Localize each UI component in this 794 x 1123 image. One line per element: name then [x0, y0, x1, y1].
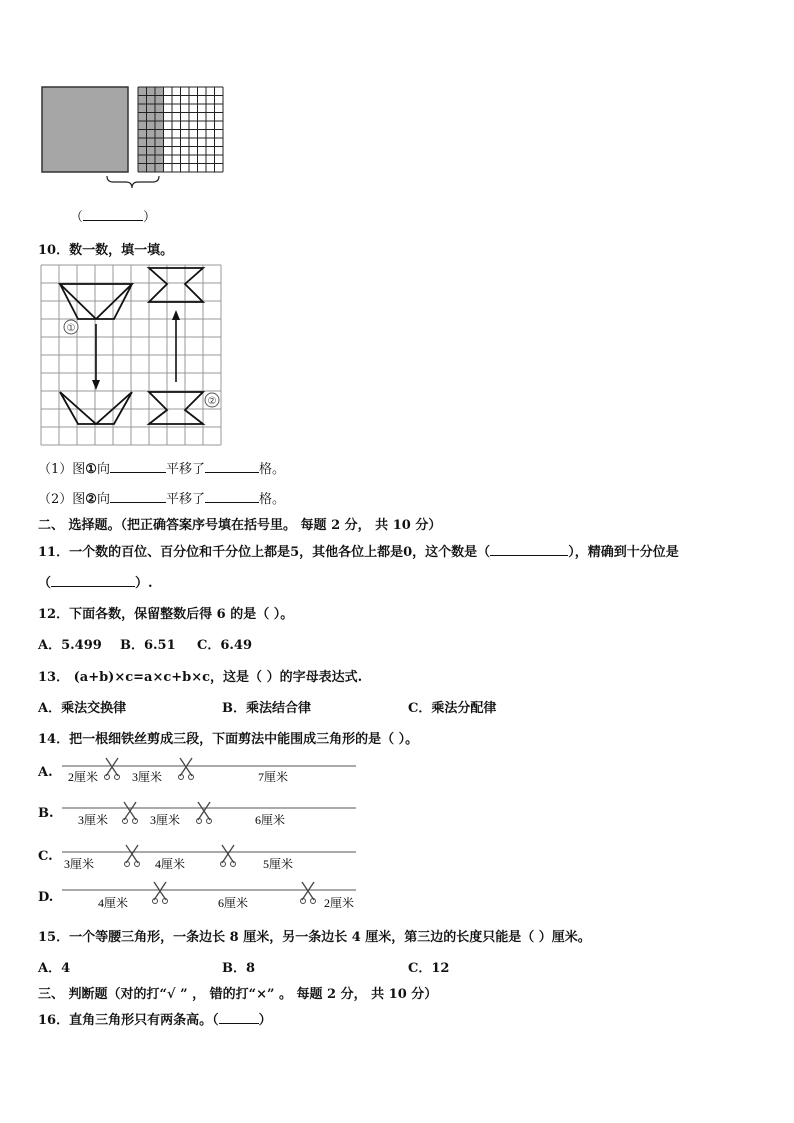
scissors-icon	[153, 882, 168, 904]
scissors-icon	[125, 845, 140, 867]
segment-label: 4厘米	[98, 896, 129, 910]
segment-label: 6厘米	[218, 896, 249, 910]
q10-grid-figure	[40, 264, 222, 450]
q14-option-c-letter[interactable]: C.	[38, 849, 53, 864]
figure-2-label: ②	[207, 396, 217, 407]
q11-line2: （ ）.	[38, 576, 153, 591]
figure-1-label: ①	[66, 323, 76, 334]
scissors-icon	[179, 758, 194, 780]
q16-answer-blank[interactable]	[219, 1011, 259, 1024]
q13-question: 13． (a+b)×c=a×c+b×c，这是（ ）的字母表达式.	[38, 670, 363, 685]
scissors-icon	[301, 882, 316, 904]
scissors-icon	[197, 802, 212, 824]
q14-option-b-wire	[60, 798, 360, 832]
segment-label: 3厘米	[78, 813, 109, 827]
section-2-heading: 二、 选择题。（把正确答案序号填在括号里。 每题 2 分， 共 10 分）	[38, 518, 442, 533]
q12-question: 12．下面各数，保留整数后得 6 的是（ ）。	[38, 607, 294, 622]
q14-option-a-wire	[60, 756, 360, 790]
section-3-heading: 三、 判断题（对的打“√ ” ， 错的打“×” 。 每题 2 分， 共 10 分）	[38, 987, 438, 1002]
q14-option-d-wire	[60, 880, 360, 916]
q9-hundred-square-diagram	[40, 86, 230, 190]
q10-1-distance-blank[interactable]	[205, 460, 259, 473]
segment-label: 3厘米	[150, 813, 181, 827]
q11-line1: 11．一个数的百位、百分位和千分位上都是5，其他各位上都是0，这个数是（ ），精确到十分位是	[38, 545, 679, 560]
q10-line2: （2）图②向 平移了 格。	[38, 492, 285, 507]
segment-label: 7厘米	[258, 770, 289, 784]
q13-option-c[interactable]: C．乘法分配律	[408, 701, 497, 716]
q14-option-d-letter[interactable]: D.	[38, 890, 54, 905]
q14-option-b-letter[interactable]: B.	[38, 806, 54, 821]
q15-option-b[interactable]: B．8	[222, 961, 256, 976]
q9-figure	[40, 86, 230, 194]
segment-label: 3厘米	[132, 770, 163, 784]
segment-label: 3厘米	[64, 857, 95, 871]
q11-number-blank[interactable]	[490, 543, 568, 556]
figure-1-moved	[60, 392, 132, 424]
segment-label: 5厘米	[263, 857, 294, 871]
q13-option-a[interactable]: A．乘法交换律	[38, 701, 127, 716]
q12-option-c[interactable]: C．6.49	[197, 638, 253, 653]
figure-2-moved	[149, 268, 203, 302]
q12-option-a[interactable]: A．5.499	[38, 638, 102, 653]
q14-option-a-letter[interactable]: A.	[38, 765, 53, 780]
segment-label: 4厘米	[155, 857, 186, 871]
segment-label: 2厘米	[68, 770, 99, 784]
q10-2-direction-blank[interactable]	[110, 490, 166, 503]
scissors-icon	[221, 845, 236, 867]
q9-answer: （ ）	[70, 210, 157, 225]
q14-question: 14．把一根细铁丝剪成三段，下面剪法中能围成三角形的是（ ）。	[38, 732, 419, 747]
q15-question: 15．一个等腰三角形，一条边长 8 厘米，另一条边长 4 厘米，第三边的长度只能是（ ）厘米。	[38, 930, 591, 945]
q15-option-c[interactable]: C．12	[408, 961, 450, 976]
q16-question: 16．直角三角形只有两条高。（ ）	[38, 1013, 272, 1028]
figure-2-original	[149, 392, 203, 424]
brace-icon	[107, 176, 159, 188]
q13-option-b[interactable]: B．乘法结合律	[222, 701, 311, 716]
q10-2-distance-blank[interactable]	[205, 490, 259, 503]
translation-grid-diagram	[40, 264, 222, 446]
q11-rounded-blank[interactable]	[51, 574, 135, 587]
arrow-down-icon	[92, 380, 100, 390]
q14-option-c-wire	[60, 842, 360, 876]
segment-label: 2厘米	[324, 896, 355, 910]
q9-answer-blank[interactable]	[83, 208, 143, 221]
q15-option-a[interactable]: A．4	[38, 961, 71, 976]
scissors-icon	[123, 802, 138, 824]
full-shaded-square	[42, 87, 128, 172]
segment-label: 6厘米	[255, 813, 286, 827]
arrow-up-icon	[172, 310, 180, 320]
q10-line1: （1）图①向 平移了 格。	[38, 462, 285, 477]
scissors-icon	[105, 758, 120, 780]
q10-1-direction-blank[interactable]	[110, 460, 166, 473]
q12-option-b[interactable]: B．6.51	[120, 638, 176, 653]
q10-title: 10．数一数，填一填。	[38, 243, 174, 258]
